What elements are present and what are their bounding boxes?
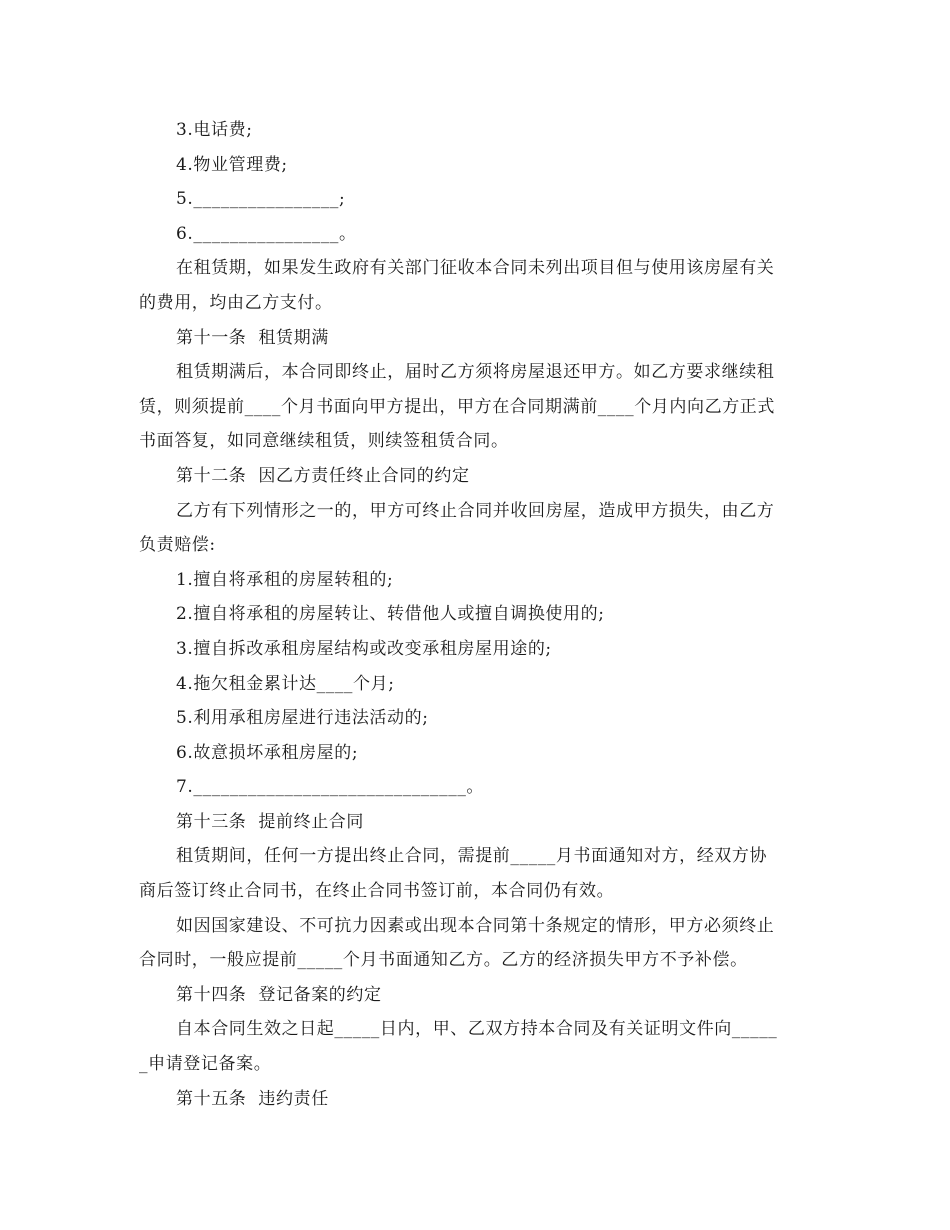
paragraph-line: 书面答复，如同意继续租赁，则续签租赁合同。 xyxy=(139,431,509,452)
list-item: 7.______________________________。 xyxy=(176,777,485,798)
list-item: 6.故意损坏承租房屋的; xyxy=(176,742,359,763)
list-item: 5.利用承租房屋进行违法活动的; xyxy=(176,708,429,729)
article-15-heading: 第十五条 违约责任 xyxy=(176,1088,329,1109)
paragraph-line: _申请登记备案。 xyxy=(139,1054,272,1075)
article-11-heading: 第十一条 租赁期满 xyxy=(176,327,329,348)
paragraph-line: 租赁期间，任何一方提出终止合同，需提前_____月书面通知对方，经双方协 xyxy=(176,846,768,867)
paragraph-line: 商后签订终止合同书，在终止合同书签订前，本合同仍有效。 xyxy=(139,881,615,902)
paragraph-line: 如因国家建设、不可抗力因素或出现本合同第十条规定的情形，甲方必须终止 xyxy=(176,915,775,936)
article-14-heading: 第十四条 登记备案的约定 xyxy=(176,984,382,1005)
document-body xyxy=(139,113,815,1116)
fee-item-6: 6.________________。 xyxy=(176,223,357,244)
paragraph-line: 的费用，均由乙方支付。 xyxy=(139,292,333,313)
paragraph-line: 在租赁期，如果发生政府有关部门征收本合同未列出项目但与使用该房屋有关 xyxy=(176,258,775,279)
article-12-heading: 第十二条 因乙方责任终止合同的约定 xyxy=(176,465,470,486)
list-item: 1.擅自将承租的房屋转租的; xyxy=(176,569,394,590)
article-13-heading: 第十三条 提前终止合同 xyxy=(176,811,365,832)
paragraph-line: 乙方有下列情形之一的，甲方可终止合同并收回房屋，造成甲方损失，由乙方 xyxy=(176,500,775,521)
list-item: 4.拖欠租金累计达____个月; xyxy=(176,673,395,694)
paragraph-line: 自本合同生效之日起_____日内，甲、乙双方持本合同及有关证明文件向_____ xyxy=(176,1019,778,1040)
fee-item-3: 3.电话费; xyxy=(176,120,253,140)
paragraph-line: 租赁期满后，本合同即终止，届时乙方须将房屋退还甲方。如乙方要求继续租 xyxy=(176,362,775,383)
list-item: 2.擅自将承租的房屋转让、转借他人或擅自调换使用的; xyxy=(176,604,605,625)
fee-item-5: 5.________________; xyxy=(176,189,346,210)
fee-item-4: 4.物业管理费; xyxy=(176,154,288,175)
list-item: 3.擅自拆改承租房屋结构或改变承租房屋用途的; xyxy=(176,638,552,659)
paragraph-line: 赁，则须提前____个月书面向甲方提出，甲方在合同期满前____个月内向乙方正式 xyxy=(139,396,775,417)
paragraph-line: 合同时，一般应提前_____个月书面通知乙方。乙方的经济损失甲方不予补偿。 xyxy=(139,950,748,971)
paragraph-line: 负责赔偿: xyxy=(139,535,216,556)
